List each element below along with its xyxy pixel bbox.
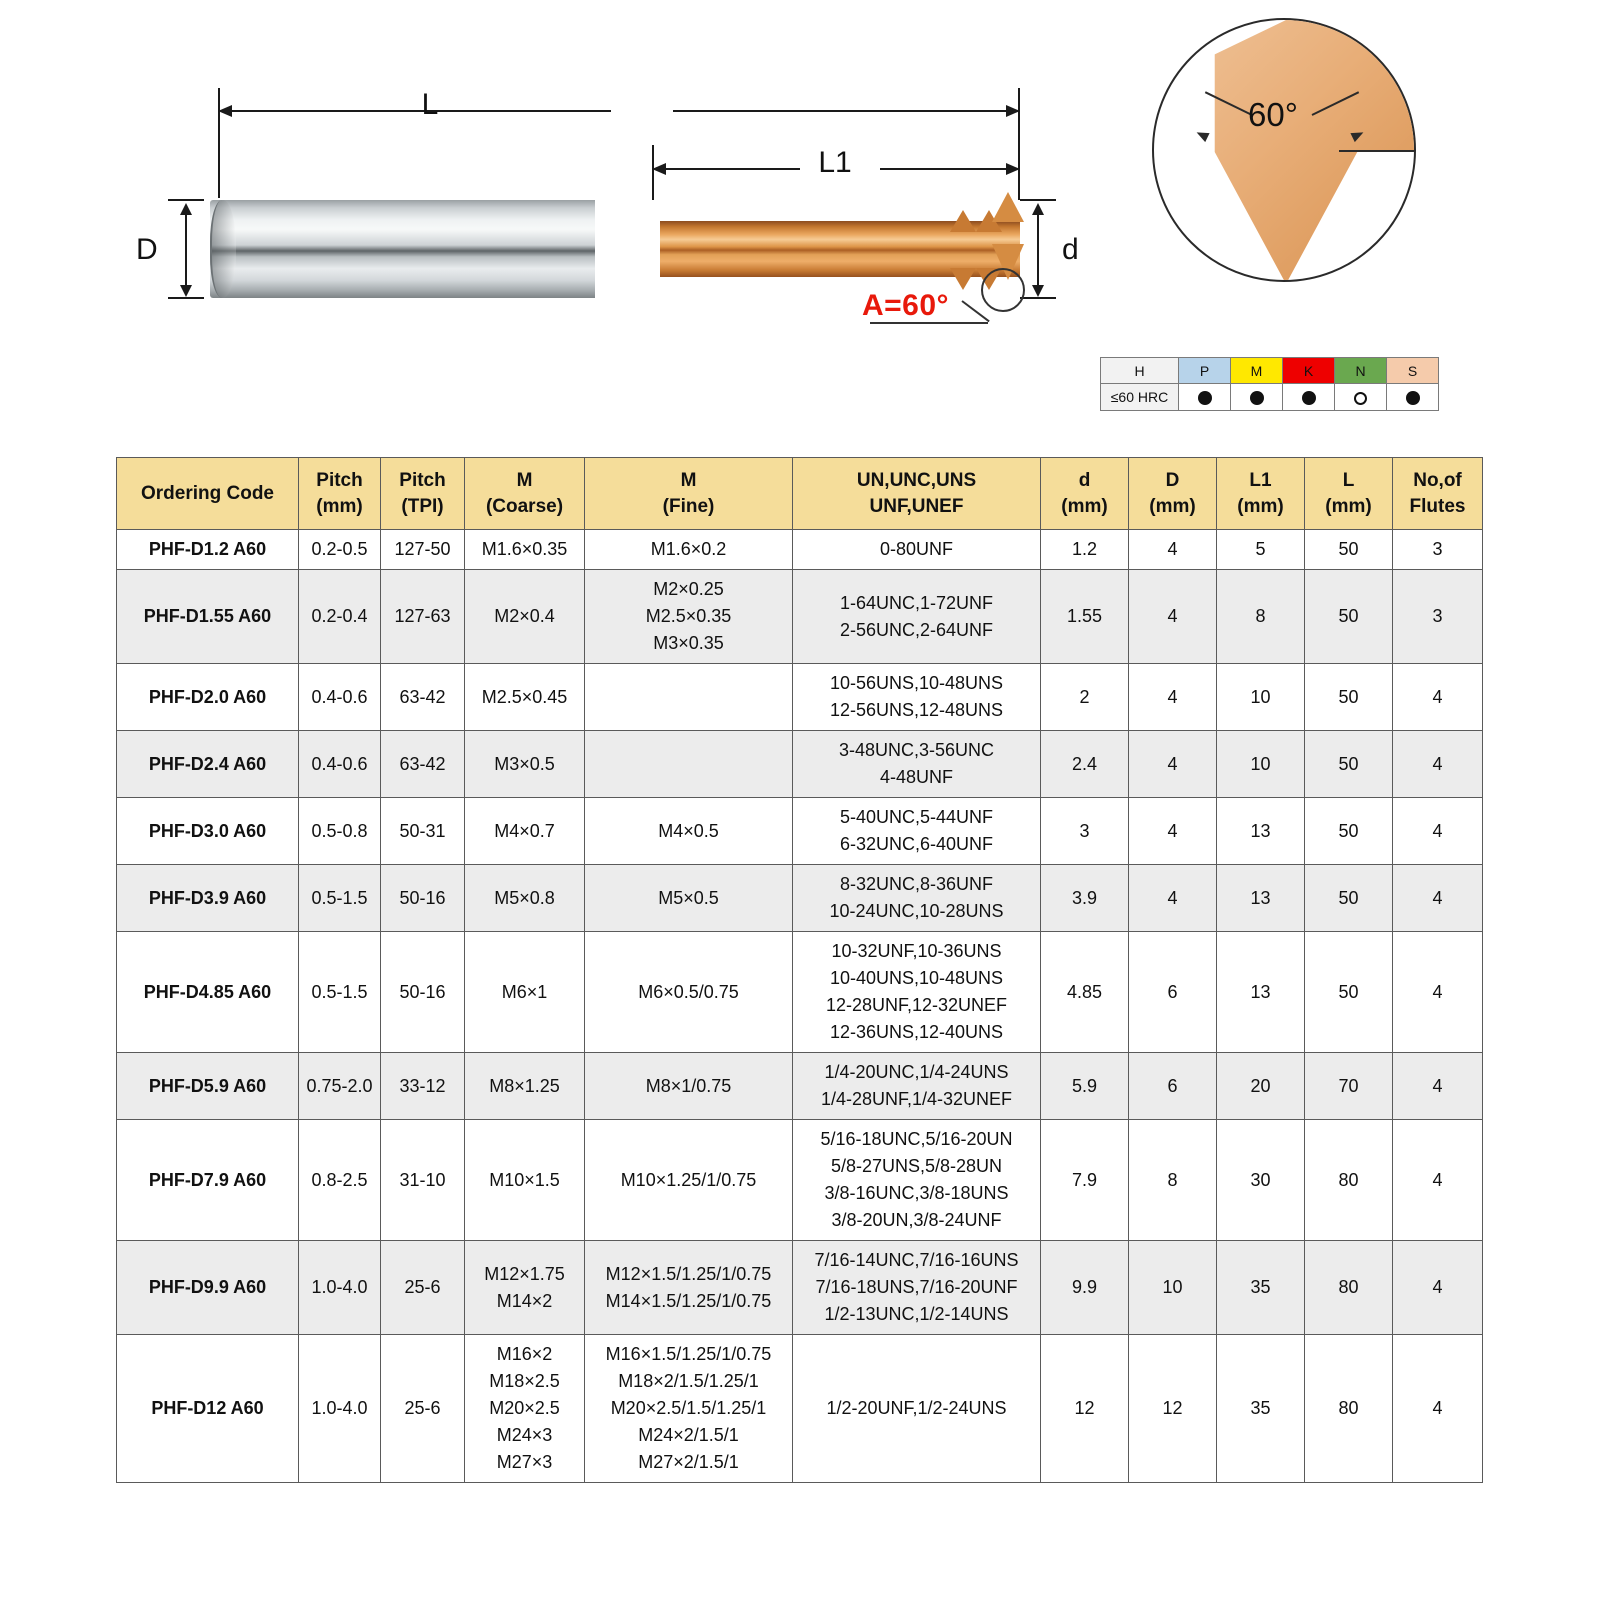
cell-d-shank: 4 [1129,664,1217,731]
column-header-0 [117,458,299,530]
d-major-tick-bottom [168,297,204,299]
cell-l: 70 [1305,1053,1393,1120]
cell-flutes: 3 [1393,570,1483,664]
cell-d-minor: 7.9 [1041,1120,1129,1241]
cell-metric-coarse-line: M24×3 [496,1425,553,1446]
thread-mill-tool [210,200,1020,300]
cell-l1: 10 [1217,731,1305,798]
cell-unified-threads-line: 3/8-20UN,3/8-24UNF [831,1210,1002,1231]
cell-d-shank: 6 [1129,1053,1217,1120]
cell-metric-fine [585,1335,793,1483]
cell-metric-coarse-line: M12×1.75 [484,1263,565,1284]
cell-ordering-code: PHF-D4.85 A60 [117,932,299,1053]
cell-unified-threads [793,865,1041,932]
cell-flutes: 4 [1393,1120,1483,1241]
cell-metric-coarse [465,570,585,664]
cell-unified-threads-line: 3/8-16UNC,3/8-18UNS [824,1183,1009,1204]
cell-d-minor: 12 [1041,1335,1129,1483]
cell-metric-fine-line: M5×0.5 [658,887,719,908]
cell-unified-threads [793,1335,1041,1483]
cell-unified-threads-line: 1/2-13UNC,1/2-14UNS [824,1304,1009,1325]
filled-dot-icon [1198,391,1212,405]
cell-pitch-tpi: 50-16 [381,932,465,1053]
cell-metric-fine-line: M16×1.5/1.25/1/0.75 [605,1344,772,1365]
cell-metric-coarse [465,1241,585,1335]
cell-metric-fine [585,1241,793,1335]
cell-flutes: 4 [1393,664,1483,731]
cell-metric-coarse-line: M2.5×0.45 [481,686,568,707]
cell-l1: 10 [1217,664,1305,731]
d-major-dimension-line [185,205,187,293]
cell-metric-fine-line: M3×0.35 [653,633,724,654]
header-line-primary: D [1165,470,1180,491]
table-row [117,798,1483,865]
legend-table [1100,357,1439,411]
cell-pitch-mm: 0.5-1.5 [299,865,381,932]
cell-l: 50 [1305,865,1393,932]
legend-header-h: H [1101,358,1179,384]
cell-d-minor: 3.9 [1041,865,1129,932]
tool-diagram [0,0,1110,440]
d-minor-arrow-down [1032,285,1044,297]
table-row [117,932,1483,1053]
cell-flutes: 4 [1393,932,1483,1053]
detail-view-boundary [1152,18,1416,282]
cell-pitch-mm: 0.2-0.5 [299,530,381,570]
cell-metric-fine [585,530,793,570]
cell-l: 50 [1305,798,1393,865]
cell-unified-threads [793,731,1041,798]
cell-unified-threads-line: 7/16-14UNC,7/16-16UNS [814,1250,1019,1271]
cell-unified-threads [793,570,1041,664]
cell-l: 80 [1305,1335,1393,1483]
cell-ordering-code: PHF-D1.55 A60 [117,570,299,664]
cell-metric-fine-line: M2.5×0.35 [645,606,732,627]
cell-d-minor: 4.85 [1041,932,1129,1053]
cell-pitch-tpi: 63-42 [381,731,465,798]
cell-l1: 8 [1217,570,1305,664]
cell-metric-fine [585,664,793,731]
cell-unified-threads-line: 1/2-20UNF,1/2-24UNS [826,1398,1007,1419]
cell-d-shank: 4 [1129,731,1217,798]
cell-ordering-code: PHF-D9.9 A60 [117,1241,299,1335]
cell-ordering-code: PHF-D12 A60 [117,1335,299,1483]
cell-metric-fine [585,798,793,865]
header-line-secondary: (TPI) [401,495,444,517]
cell-pitch-tpi: 25-6 [381,1335,465,1483]
l-dimension-line [218,110,1020,112]
header-line-secondary: (mm) [1237,495,1284,517]
cell-metric-coarse [465,530,585,570]
table-header [117,458,1483,530]
cell-unified-threads-line: 2-56UNC,2-64UNF [839,619,994,640]
header-line-secondary: UNF,UNEF [869,495,964,517]
legend-header-k: K [1283,358,1335,384]
cell-metric-coarse [465,1120,585,1241]
cell-unified-threads [793,1053,1041,1120]
header-line-primary: Pitch [316,470,363,491]
cell-ordering-code: PHF-D2.4 A60 [117,731,299,798]
cell-metric-coarse-line: M6×1 [501,981,548,1002]
table-row [117,570,1483,664]
thread-profile-detail-view [1152,18,1420,286]
filled-dot-icon [1250,391,1264,405]
cell-flutes: 4 [1393,865,1483,932]
cell-metric-fine-line: M10×1.25/1/0.75 [620,1169,757,1190]
cell-pitch-mm: 0.4-0.6 [299,731,381,798]
cell-ordering-code: PHF-D7.9 A60 [117,1120,299,1241]
column-header-6 [1041,458,1129,530]
d-minor-dimension-line [1037,205,1039,293]
cell-metric-coarse-line: M4×0.7 [494,820,555,841]
cell-d-minor: 1.55 [1041,570,1129,664]
cell-metric-fine-line: M2×0.25 [653,579,724,600]
cell-flutes: 4 [1393,1241,1483,1335]
cell-l: 80 [1305,1241,1393,1335]
cell-unified-threads [793,664,1041,731]
filled-dot-icon [1406,391,1420,405]
cell-metric-fine-line: M4×0.5 [658,820,719,841]
legend-header-m: M [1231,358,1283,384]
cell-metric-fine-line: M8×1/0.75 [645,1075,732,1096]
header-line-secondary: Flutes [1409,495,1466,517]
legend-mark-n [1335,384,1387,411]
column-header-5 [793,458,1041,530]
cell-pitch-mm: 0.4-0.6 [299,664,381,731]
cell-unified-threads-line: 7/16-18UNS,7/16-20UNF [815,1277,1018,1298]
tool-tip-upper-v [992,192,1024,222]
cell-unified-threads-line: 10-32UNF,10-36UNS [831,941,1002,962]
cell-unified-threads [793,530,1041,570]
header-line-secondary: (mm) [1325,495,1372,517]
cell-unified-threads-line: 10-24UNC,10-28UNS [829,901,1004,922]
cell-metric-coarse-line: M20×2.5 [489,1398,560,1419]
cell-unified-threads-line: 12-56UNS,12-48UNS [829,700,1004,721]
header-line-primary: Ordering Code [140,482,274,504]
cell-l: 50 [1305,731,1393,798]
header-line-secondary: (mm) [316,495,363,517]
cell-metric-coarse-line: M14×2 [496,1290,553,1311]
column-header-9 [1305,458,1393,530]
cell-flutes: 4 [1393,1053,1483,1120]
cell-l1: 13 [1217,798,1305,865]
legend-header-s: S [1387,358,1439,384]
cell-metric-fine [585,731,793,798]
cell-unified-threads-line: 12-28UNF,12-32UNEF [825,995,1008,1016]
cell-d-shank: 10 [1129,1241,1217,1335]
legend-header-p: P [1179,358,1231,384]
cell-metric-fine-line: M12×1.5/1.25/1/0.75 [605,1263,772,1284]
header-line-primary: L1 [1249,470,1272,491]
column-header-2 [381,458,465,530]
cell-pitch-mm: 0.5-0.8 [299,798,381,865]
dimension-label-l: L [421,88,439,121]
table-row [117,664,1483,731]
column-header-7 [1129,458,1217,530]
legend-mark-k [1283,384,1335,411]
header-line-primary: Pitch [399,470,446,491]
header-line-primary: d [1078,470,1091,491]
column-header-4 [585,458,793,530]
cell-unified-threads-line: 1/4-28UNF,1/4-32UNEF [820,1089,1013,1110]
header-line-secondary: (Fine) [662,495,715,517]
dimension-label-d-major: D [136,233,158,266]
cell-metric-coarse-line: M5×0.8 [494,887,555,908]
header-line-secondary: (mm) [1061,495,1108,517]
cell-unified-threads [793,932,1041,1053]
cell-l: 50 [1305,932,1393,1053]
table-header-row [117,458,1483,530]
cell-d-shank: 4 [1129,530,1217,570]
cell-unified-threads [793,1120,1041,1241]
cell-l1: 20 [1217,1053,1305,1120]
cell-ordering-code: PHF-D3.9 A60 [117,865,299,932]
cell-d-shank: 4 [1129,798,1217,865]
cell-l1: 13 [1217,865,1305,932]
legend-mark-m [1231,384,1283,411]
cell-unified-threads-line: 10-56UNS,10-48UNS [829,673,1004,694]
cell-metric-coarse-line: M2×0.4 [494,606,555,627]
cell-ordering-code: PHF-D5.9 A60 [117,1053,299,1120]
dimension-label-l1: L1 [818,146,852,179]
cell-metric-fine-line: M18×2/1.5/1.25/1 [618,1371,759,1392]
filled-dot-icon [1302,391,1316,405]
column-header-3 [465,458,585,530]
cell-pitch-tpi: 127-50 [381,530,465,570]
cell-l1: 13 [1217,932,1305,1053]
specification-table [116,457,1483,1483]
cell-metric-coarse-line: M8×1.25 [489,1075,560,1096]
cell-metric-fine-line: M14×1.5/1.25/1/0.75 [605,1290,772,1311]
cell-ordering-code: PHF-D1.2 A60 [117,530,299,570]
cell-unified-threads-line: 10-40UNS,10-48UNS [829,968,1004,989]
detail-radius-line [1339,150,1416,152]
cell-metric-fine-line: M27×2/1.5/1 [638,1452,739,1473]
table-row [117,731,1483,798]
cell-l: 80 [1305,1120,1393,1241]
cell-metric-fine-line: M6×0.5/0.75 [638,981,739,1002]
cell-unified-threads-line: 1-64UNC,1-72UNF [839,592,994,613]
cell-unified-threads-line: 5/8-27UNS,5/8-28UN [830,1156,1003,1177]
d-minor-arrow-up [1032,203,1044,215]
table-row [117,865,1483,932]
cell-unified-threads-line: 8-32UNC,8-36UNF [839,874,994,895]
cell-d-shank: 6 [1129,932,1217,1053]
column-header-10 [1393,458,1483,530]
cell-d-shank: 8 [1129,1120,1217,1241]
cell-unified-threads-line: 12-36UNS,12-40UNS [829,1022,1004,1043]
column-header-8 [1217,458,1305,530]
cell-pitch-mm: 0.2-0.4 [299,570,381,664]
iso-material-legend [1100,357,1439,411]
cell-flutes: 4 [1393,731,1483,798]
table-row [117,1241,1483,1335]
cell-pitch-mm: 1.0-4.0 [299,1335,381,1483]
cell-d-minor: 5.9 [1041,1053,1129,1120]
cell-pitch-tpi: 63-42 [381,664,465,731]
cell-metric-fine [585,1053,793,1120]
cell-metric-coarse [465,932,585,1053]
cell-metric-coarse [465,664,585,731]
table-row [117,1120,1483,1241]
cell-metric-fine-line: M20×2.5/1.5/1.25/1 [610,1398,767,1419]
column-header-1 [299,458,381,530]
dimension-label-d-minor: d [1062,233,1079,266]
cell-unified-threads-line: 6-32UNC,6-40UNF [839,834,994,855]
cell-metric-coarse [465,1335,585,1483]
cell-metric-fine-line: M24×2/1.5/1 [638,1425,739,1446]
cell-metric-coarse-line: M16×2 [496,1344,553,1365]
legend-value-row [1101,384,1439,411]
legend-mark-s [1387,384,1439,411]
detail-angle-label: 60° [1248,96,1298,133]
cell-metric-fine [585,1120,793,1241]
cell-ordering-code: PHF-D2.0 A60 [117,664,299,731]
cell-unified-threads-line: 4-48UNF [879,767,954,788]
cell-pitch-mm: 0.75-2.0 [299,1053,381,1120]
cell-metric-fine-line: M1.6×0.2 [650,539,727,560]
table-row [117,1335,1483,1483]
cell-pitch-tpi: 50-31 [381,798,465,865]
cell-pitch-tpi: 25-6 [381,1241,465,1335]
header-line-secondary: (Coarse) [485,495,564,517]
cell-metric-coarse [465,865,585,932]
cell-pitch-mm: 0.5-1.5 [299,932,381,1053]
legend-mark-p [1179,384,1231,411]
d-major-tick-top [168,199,204,201]
cell-metric-coarse [465,798,585,865]
detail-callout-circle [981,268,1025,312]
header-line-primary: M [516,470,533,491]
cell-d-minor: 3 [1041,798,1129,865]
header-line-primary: UN,UNC,UNS [856,470,977,491]
cell-l1: 35 [1217,1335,1305,1483]
table-body [117,530,1483,1483]
cell-ordering-code: PHF-D3.0 A60 [117,798,299,865]
cell-pitch-tpi: 31-10 [381,1120,465,1241]
cell-pitch-mm: 0.8-2.5 [299,1120,381,1241]
cell-unified-threads [793,1241,1041,1335]
cell-metric-coarse-line: M1.6×0.35 [481,539,568,560]
cell-pitch-mm: 1.0-4.0 [299,1241,381,1335]
cell-metric-coarse-line: M3×0.5 [494,753,555,774]
cell-d-minor: 1.2 [1041,530,1129,570]
header-line-secondary: (mm) [1149,495,1196,517]
cell-unified-threads-line: 1/4-20UNC,1/4-24UNS [824,1062,1009,1083]
cell-l1: 35 [1217,1241,1305,1335]
cell-l: 50 [1305,530,1393,570]
cell-metric-coarse-line: M10×1.5 [489,1169,560,1190]
cell-metric-fine [585,932,793,1053]
header-line-primary: L [1342,470,1355,491]
table-row [117,1053,1483,1120]
cell-unified-threads-line: 5/16-18UNC,5/16-20UN [820,1129,1013,1150]
cell-metric-coarse [465,731,585,798]
legend-hardness-value: ≤60 HRC [1101,384,1179,411]
cell-l: 50 [1305,664,1393,731]
hollow-dot-icon [1354,392,1367,405]
cell-d-shank: 4 [1129,865,1217,932]
cell-metric-fine [585,570,793,664]
cell-pitch-tpi: 127-63 [381,570,465,664]
cell-metric-coarse [465,1053,585,1120]
cell-pitch-tpi: 50-16 [381,865,465,932]
cell-l1: 30 [1217,1120,1305,1241]
d-minor-tick-top [1020,199,1056,201]
cell-d-shank: 4 [1129,570,1217,664]
cell-flutes: 4 [1393,1335,1483,1483]
cell-pitch-tpi: 33-12 [381,1053,465,1120]
d-arrow-down [180,285,192,297]
cell-d-minor: 2 [1041,664,1129,731]
cell-unified-threads-line: 3-48UNC,3-56UNC [838,740,995,761]
tool-shank [210,200,595,298]
cell-unified-threads-line: 0-80UNF [879,539,954,560]
angle-callout-label: A=60° [862,289,950,322]
legend-header-n: N [1335,358,1387,384]
cell-unified-threads-line: 5-40UNC,5-44UNF [839,807,994,828]
table-row [117,530,1483,570]
header-line-primary: No,of [1413,470,1462,491]
d-minor-tick-bottom [1020,297,1056,299]
legend-header-row [1101,358,1439,384]
cell-d-minor: 9.9 [1041,1241,1129,1335]
cell-l1: 5 [1217,530,1305,570]
cell-metric-fine [585,865,793,932]
d-arrow-up [180,203,192,215]
cell-d-shank: 12 [1129,1335,1217,1483]
header-line-primary: M [680,470,697,491]
cell-l: 50 [1305,570,1393,664]
cell-flutes: 3 [1393,530,1483,570]
cell-unified-threads [793,798,1041,865]
cell-d-minor: 2.4 [1041,731,1129,798]
cell-flutes: 4 [1393,798,1483,865]
specification-table-container [116,457,1466,1483]
cell-metric-coarse-line: M18×2.5 [489,1371,560,1392]
cell-metric-coarse-line: M27×3 [496,1452,553,1473]
tool-taper [592,200,664,298]
